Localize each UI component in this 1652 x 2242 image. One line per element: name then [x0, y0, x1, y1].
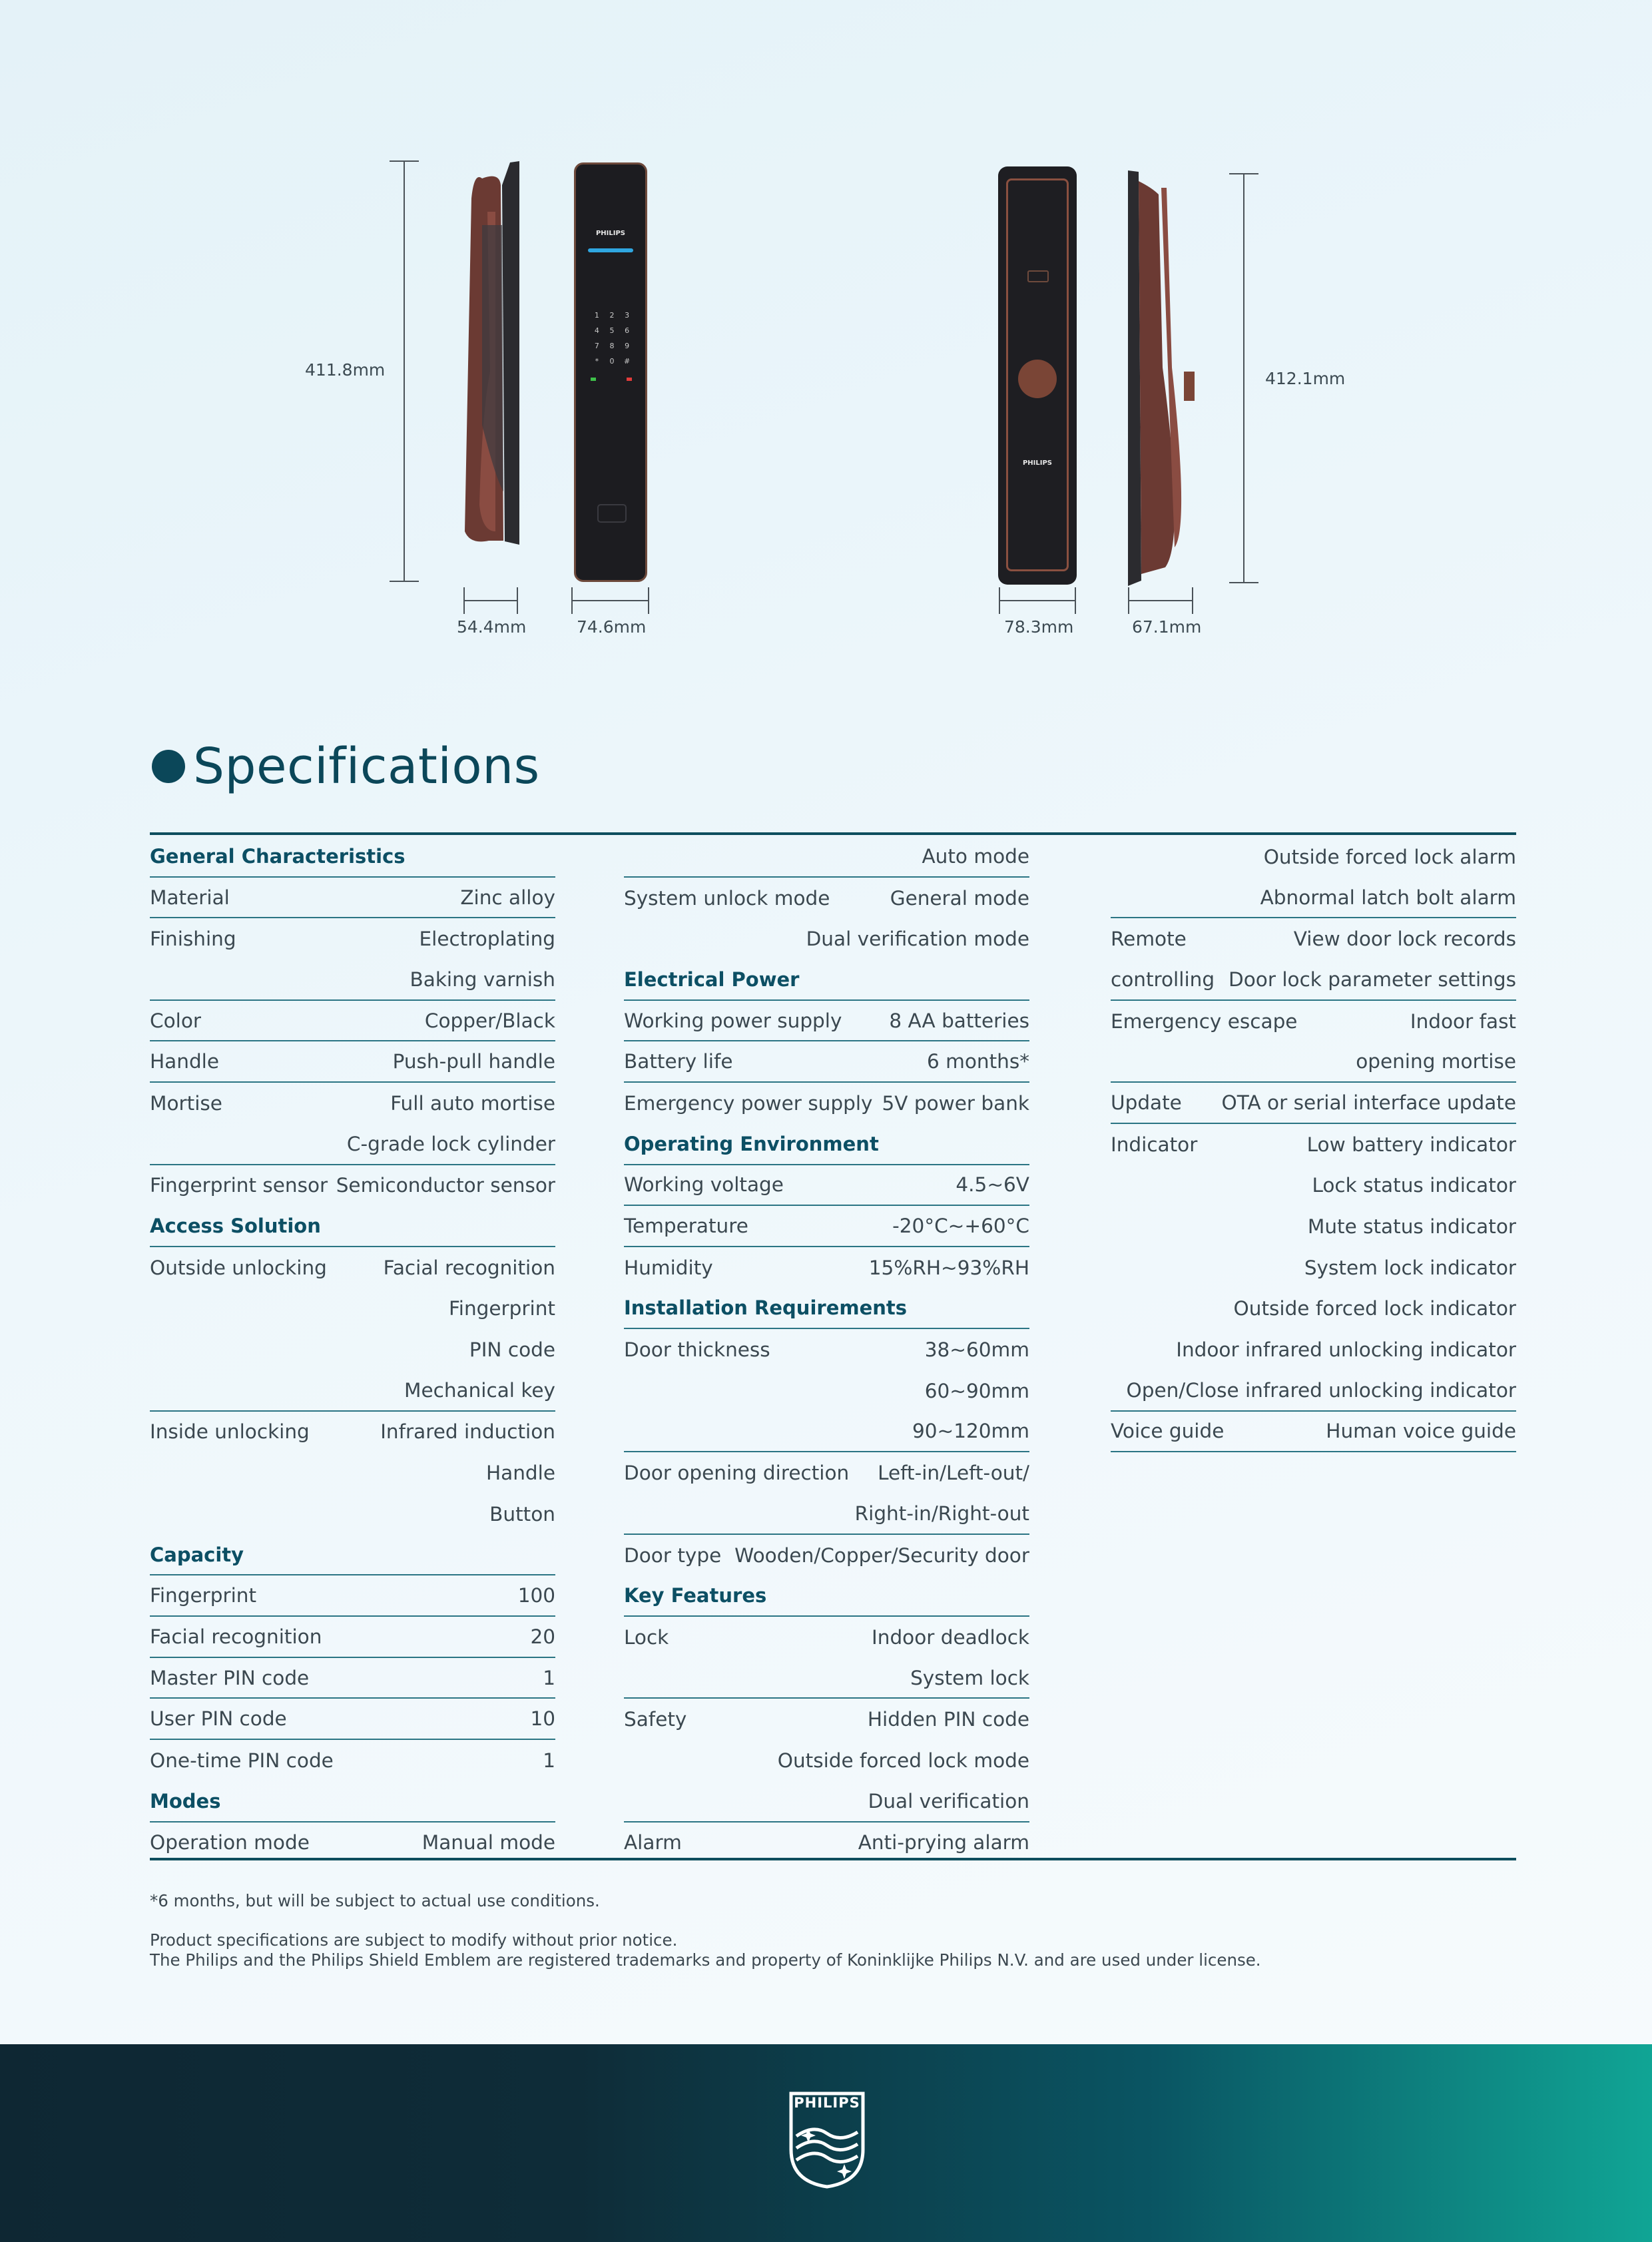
spec-value: Push-pull handle	[392, 1050, 555, 1073]
spec-row	[624, 1329, 1029, 1370]
spec-value: PIN code	[469, 1338, 555, 1362]
spec-value: Auto mode	[922, 844, 1029, 868]
spec-label: Inside unlocking	[150, 1420, 310, 1444]
spec-value: Manual mode	[421, 1831, 555, 1854]
spec-label: Indicator	[1111, 1133, 1198, 1156]
width-dim-front-line	[571, 600, 649, 601]
spec-label: Fingerprint	[150, 1584, 257, 1607]
spec-row	[624, 878, 1029, 919]
spec-row	[624, 836, 1029, 878]
spec-value: Door lock parameter settings	[1229, 968, 1516, 991]
keypad-key: 1	[594, 311, 599, 320]
footnote: *6 months, but will be subject to actual use conditions.	[150, 1891, 600, 1910]
spec-label: Battery life	[624, 1050, 733, 1073]
spec-value: Facial recognition	[383, 1256, 555, 1279]
height-dim-tick-top-left	[390, 160, 419, 162]
width-dim-side-left-line	[463, 600, 518, 601]
spec-row	[150, 1165, 555, 1207]
spec-value: 6 months*	[926, 1050, 1029, 1073]
section-heading-row	[624, 960, 1029, 1001]
width-label-side-right: 67.1mm	[1132, 617, 1202, 637]
spec-label: Master PIN code	[150, 1666, 310, 1689]
spec-value: 38~60mm	[924, 1338, 1029, 1362]
spec-value: Outside forced lock alarm	[1263, 845, 1516, 868]
width-dim-back-tick-a	[999, 587, 1000, 614]
spec-label: Operation mode	[150, 1831, 310, 1854]
section-heading: Operating Environment	[624, 1132, 879, 1155]
spec-label: Lock	[624, 1625, 669, 1649]
spec-row	[624, 1617, 1029, 1658]
width-label-back: 78.3mm	[1004, 617, 1074, 637]
spec-label: Temperature	[624, 1215, 748, 1238]
spec-row	[1111, 1288, 1516, 1330]
spec-value: Wooden/Copper/Security door	[734, 1543, 1029, 1567]
width-dim-back-line	[999, 600, 1076, 601]
spec-value: 4.5~6V	[956, 1173, 1029, 1197]
spec-row	[1111, 1124, 1516, 1165]
spec-value: 100	[517, 1584, 555, 1607]
notice-line-2: The Philips and the Philips Shield Emblem are registered trademarks and property of Koninklijke Philips N.V. and are used under license.	[150, 1950, 1261, 1970]
spec-value: Open/Close infrared unlocking indicator	[1126, 1378, 1516, 1402]
height-dim-tick-top-right	[1229, 173, 1258, 174]
height-label-left: 411.8mm	[305, 360, 386, 380]
section-heading-row	[624, 1124, 1029, 1165]
spec-value: Copper/Black	[424, 1009, 555, 1032]
spec-label: Door thickness	[624, 1338, 770, 1362]
spec-row	[150, 1452, 555, 1494]
spec-label: Fingerprint sensor	[150, 1174, 328, 1197]
spec-row	[1111, 1165, 1516, 1207]
spec-value: Lock status indicator	[1312, 1174, 1516, 1197]
spec-value: Button	[489, 1502, 555, 1526]
page-title: Specifications	[193, 738, 540, 795]
spec-value: Low battery indicator	[1306, 1133, 1516, 1156]
notice-line-1: Product specifications are subject to modify without prior notice.	[150, 1930, 678, 1950]
spec-label: Alarm	[624, 1831, 682, 1854]
section-heading-row	[624, 1575, 1029, 1617]
spec-value: C-grade lock cylinder	[346, 1132, 555, 1155]
height-dim-line-left	[404, 160, 405, 582]
spec-row	[624, 1041, 1029, 1083]
spec-row	[624, 1740, 1029, 1781]
keypad-key: 9	[625, 342, 630, 350]
spec-value: Semiconductor sensor	[336, 1174, 555, 1197]
spec-label: User PIN code	[150, 1707, 287, 1731]
section-heading: Electrical Power	[624, 968, 800, 991]
spec-label: controlling	[1111, 968, 1215, 991]
keypad-key: #	[624, 357, 631, 366]
spec-label: Emergency power supply	[624, 1091, 873, 1115]
front-brand-text: PHILIPS	[595, 230, 626, 237]
spec-column-2	[624, 836, 1029, 1863]
spec-column-3	[1111, 836, 1516, 1452]
spec-row	[1111, 1206, 1516, 1247]
spec-label: Handle	[150, 1050, 220, 1073]
section-heading: Key Features	[624, 1584, 767, 1607]
spec-row	[1111, 1412, 1516, 1453]
spec-row	[624, 1001, 1029, 1042]
spec-label: Door type	[624, 1543, 722, 1567]
section-heading-row	[624, 1288, 1029, 1330]
height-label-right: 412.1mm	[1265, 369, 1346, 388]
lock-side-view-left	[455, 158, 522, 545]
spec-row	[624, 1535, 1029, 1576]
spec-label: Material	[150, 886, 230, 909]
section-heading: Modes	[150, 1789, 221, 1813]
keypad-key: 3	[625, 311, 630, 320]
spec-label: Finishing	[150, 928, 236, 951]
bullet-dot-icon	[152, 750, 185, 783]
spec-row	[150, 1247, 555, 1288]
spec-value: Indoor deadlock	[872, 1625, 1029, 1649]
spec-value: Outside forced lock indicator	[1233, 1297, 1516, 1320]
spec-row	[624, 1494, 1029, 1535]
width-dim-side-right-tick-a	[1128, 587, 1129, 614]
specifications-heading	[152, 738, 540, 795]
spec-row	[1111, 1001, 1516, 1042]
spec-value: General mode	[890, 886, 1029, 910]
spec-label: Color	[150, 1009, 202, 1032]
spec-value: Left-in/Left-out/	[878, 1462, 1029, 1485]
spec-value: 1	[543, 1666, 555, 1689]
front-blue-light	[588, 248, 633, 252]
section-heading: Capacity	[150, 1543, 244, 1566]
spec-row	[624, 1781, 1029, 1822]
width-dim-back-tick-b	[1075, 587, 1076, 614]
spec-value: System lock indicator	[1304, 1256, 1516, 1279]
height-dim-line-right	[1243, 173, 1244, 583]
section-heading: Installation Requirements	[624, 1296, 908, 1320]
spec-row	[150, 1370, 555, 1412]
section-heading: General Characteristics	[150, 844, 406, 868]
width-dim-side-left-tick-b	[517, 587, 518, 614]
spec-value: OTA or serial interface update	[1221, 1091, 1516, 1114]
spec-value: Indoor infrared unlocking indicator	[1176, 1338, 1516, 1362]
red-led	[627, 378, 632, 381]
spec-row	[150, 1124, 555, 1165]
keypad-key: 6	[625, 326, 630, 335]
table-bottom-rule	[150, 1858, 1516, 1860]
spec-label: Facial recognition	[150, 1625, 322, 1648]
spec-label: System unlock mode	[624, 886, 830, 910]
spec-row	[150, 1740, 555, 1781]
width-label-front: 74.6mm	[577, 617, 647, 637]
spec-value: Abnormal latch bolt alarm	[1260, 886, 1516, 909]
spec-row	[150, 1041, 555, 1083]
spec-column-1	[150, 836, 555, 1863]
spec-value: Handle	[485, 1462, 555, 1485]
spec-value: Human voice guide	[1326, 1420, 1516, 1443]
spec-label: Outside unlocking	[150, 1256, 327, 1279]
green-led	[591, 378, 596, 381]
spec-value: Hidden PIN code	[867, 1708, 1029, 1731]
section-heading: Access Solution	[150, 1215, 321, 1238]
spec-value: 10	[530, 1707, 555, 1731]
spec-value: Electroplating	[419, 928, 555, 951]
spec-row	[1111, 878, 1516, 919]
spec-label: One-time PIN code	[150, 1749, 334, 1772]
width-dim-side-left-tick-a	[463, 587, 465, 614]
spec-row	[624, 1247, 1029, 1288]
spec-value: 8 AA batteries	[889, 1009, 1029, 1032]
spec-row	[150, 1288, 555, 1330]
spec-value: Dual verification	[868, 1789, 1029, 1813]
spec-row	[1111, 1247, 1516, 1288]
footer-logo-text: PHILIPS	[794, 2095, 860, 2111]
section-heading-row	[150, 1206, 555, 1247]
spec-value: View door lock records	[1293, 928, 1516, 951]
spec-value: Right-in/Right-out	[854, 1502, 1029, 1525]
spec-value: -20°C~+60°C	[892, 1215, 1029, 1238]
section-heading-row	[150, 1781, 555, 1822]
spec-row	[150, 1575, 555, 1617]
spec-row	[150, 1083, 555, 1124]
keypad-key: 8	[609, 342, 615, 350]
back-knob	[1018, 360, 1057, 398]
spec-value: Zinc alloy	[460, 886, 555, 909]
keypad-key: 0	[609, 357, 615, 366]
spec-label: Door opening direction	[624, 1462, 850, 1485]
spec-value: 15%RH~93%RH	[868, 1256, 1029, 1279]
lock-front-view	[574, 162, 647, 582]
height-dim-tick-bottom-right	[1229, 582, 1258, 583]
fingerprint-sensor	[597, 504, 627, 523]
width-dim-front-tick-a	[571, 587, 573, 614]
spec-row	[150, 1822, 555, 1864]
spec-value: 5V power bank	[882, 1091, 1029, 1115]
keypad-key: *	[595, 357, 599, 366]
table-top-rule	[150, 832, 1516, 835]
keypad-key: 7	[594, 342, 599, 350]
spec-value: Mute status indicator	[1307, 1215, 1516, 1239]
spec-value: Baking varnish	[410, 968, 555, 991]
back-slot	[1027, 270, 1049, 282]
spec-row	[624, 1452, 1029, 1494]
spec-label: Mortise	[150, 1091, 222, 1115]
keypad-key: 2	[609, 311, 615, 320]
spec-row	[1111, 836, 1516, 878]
width-dim-side-right-tick-b	[1192, 587, 1193, 614]
width-dim-front-tick-b	[648, 587, 649, 614]
spec-value: Mechanical key	[404, 1378, 555, 1402]
section-heading-row	[150, 1535, 555, 1576]
spec-row	[1111, 1329, 1516, 1370]
spec-row	[150, 878, 555, 919]
spec-row	[150, 1617, 555, 1658]
keypad-key: 5	[609, 326, 615, 335]
spec-row	[624, 1699, 1029, 1740]
spec-value: opening mortise	[1356, 1050, 1516, 1073]
spec-label: Remote	[1111, 928, 1187, 951]
spec-label: Emergency escape	[1111, 1009, 1298, 1033]
height-dim-tick-bottom-left	[390, 581, 419, 582]
spec-row	[624, 1822, 1029, 1864]
lock-side-view-right	[1125, 168, 1205, 587]
spec-row	[150, 918, 555, 960]
spec-row	[1111, 960, 1516, 1001]
spec-value: 90~120mm	[912, 1420, 1029, 1443]
spec-row	[624, 1658, 1029, 1699]
spec-row	[150, 1658, 555, 1699]
spec-row	[624, 918, 1029, 960]
spec-value: Full auto mortise	[390, 1091, 555, 1115]
spec-label: Update	[1111, 1091, 1182, 1114]
width-label-side-left: 54.4mm	[457, 617, 527, 637]
spec-label: Working power supply	[624, 1009, 842, 1032]
back-brand-text: PHILIPS	[1022, 459, 1053, 467]
spec-row	[150, 1001, 555, 1042]
philips-shield-logo	[787, 2090, 867, 2189]
spec-row	[150, 1494, 555, 1535]
spec-row	[624, 1206, 1029, 1247]
spec-row	[624, 1370, 1029, 1412]
spec-value: System lock	[910, 1666, 1029, 1689]
spec-value: Infrared induction	[380, 1420, 555, 1444]
spec-value: 20	[530, 1625, 555, 1648]
spec-value: Outside forced lock mode	[777, 1749, 1029, 1772]
spec-row	[150, 1699, 555, 1740]
spec-value: Fingerprint	[448, 1297, 555, 1320]
spec-value: Indoor fast	[1410, 1009, 1516, 1033]
spec-value: Dual verification mode	[806, 928, 1029, 951]
spec-value: Anti-prying alarm	[858, 1831, 1029, 1854]
width-dim-side-right-line	[1128, 600, 1193, 601]
spec-label: Voice guide	[1111, 1420, 1225, 1443]
spec-row	[150, 960, 555, 1001]
spec-value: 1	[543, 1749, 555, 1772]
spec-row	[150, 1412, 555, 1453]
spec-row	[1111, 1370, 1516, 1412]
spec-row	[624, 1412, 1029, 1453]
spec-row	[624, 1165, 1029, 1207]
spec-row	[1111, 1041, 1516, 1083]
spec-row	[150, 1329, 555, 1370]
spec-row	[624, 1083, 1029, 1124]
spec-label: Working voltage	[624, 1173, 784, 1197]
spec-row	[1111, 1083, 1516, 1124]
lock-back-view	[998, 166, 1077, 585]
spec-row	[1111, 918, 1516, 960]
spec-label: Safety	[624, 1708, 687, 1731]
keypad-grid	[589, 311, 635, 366]
spec-label: Humidity	[624, 1256, 713, 1279]
keypad-key: 4	[594, 326, 599, 335]
spec-value: 60~90mm	[924, 1379, 1029, 1402]
section-heading-row	[150, 836, 555, 878]
